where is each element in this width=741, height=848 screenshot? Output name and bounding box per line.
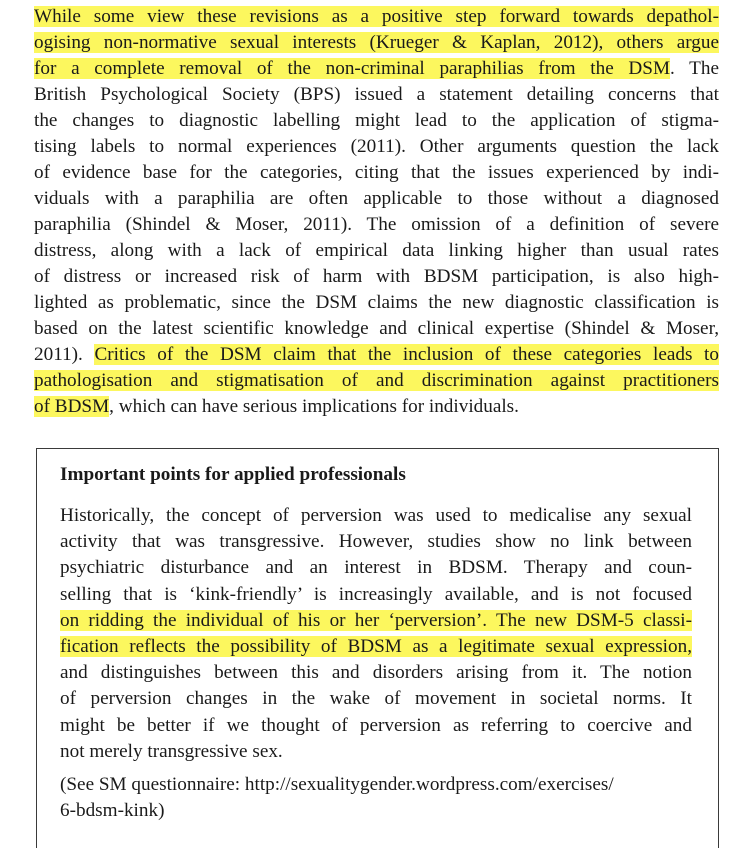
- box-title: Important points for applied professionals: [60, 464, 406, 485]
- text-segment: , which can have serious implications for individuals.: [109, 396, 519, 417]
- text-line: [34, 134, 719, 160]
- text-segment: of evidence base for the categories, citing that the issues experienced by indi-: [34, 162, 719, 183]
- highlighted-text: While some view these revisions as a positive step forward towards depathol-: [34, 6, 719, 27]
- text-segment: of distress or increased risk of harm with BDSM participation, is also high-: [34, 266, 719, 287]
- text-line: [60, 686, 692, 712]
- highlighted-text: pathologisation and stigmatisation of and discrimination against practitioners: [34, 370, 719, 391]
- highlighted-text: of BDSM: [34, 396, 110, 417]
- text-segment: 2011).: [34, 344, 95, 365]
- text-line: [34, 30, 719, 56]
- text-line: [34, 394, 719, 420]
- text-line: [60, 555, 692, 581]
- highlighted-text: on ridding the individual of his or her ‘perversion’. The new DSM-5 classi-: [60, 609, 692, 631]
- text-line: [60, 634, 692, 660]
- text-line: [34, 108, 719, 134]
- text-line: [60, 582, 692, 608]
- highlighted-text: for a complete removal of the non-criminal paraphilias from the DSM: [34, 58, 671, 79]
- text-line: [34, 368, 719, 394]
- text-segment: tising labels to normal experiences (2011). Other arguments question the lack: [34, 136, 719, 157]
- text-line: [60, 503, 692, 529]
- reference-line: (See SM questionnaire: http://sexualitygender.wordpress.com/exercises/: [60, 774, 614, 795]
- text-line: [34, 186, 719, 212]
- text-segment: selling that is ‘kink-friendly’ is increasingly available, and is not focused: [60, 583, 692, 605]
- text-line: [60, 739, 692, 765]
- text-segment: British Psychological Society (BPS) issued a statement detailing concerns that: [34, 84, 719, 105]
- text-segment: and distinguishes between this and disorders arising from it. The notion: [60, 662, 692, 684]
- text-segment: the changes to diagnostic labelling might lead to the application of stigma-: [34, 110, 719, 131]
- text-line: [34, 238, 719, 264]
- text-line: [34, 212, 719, 238]
- text-line: [60, 713, 692, 739]
- text-segment: of perversion changes in the wake of movement in societal norms. It: [60, 688, 692, 710]
- text-line: [34, 264, 719, 290]
- text-segment: distress, along with a lack of empirical data linking higher than usual rates: [34, 240, 719, 261]
- text-segment: . The: [670, 58, 720, 79]
- text-segment: lighted as problematic, since the DSM claims the new diagnostic classification is: [34, 292, 719, 313]
- text-line: [34, 4, 719, 30]
- text-segment: might be better if we thought of perversion as referring to coercive and: [60, 714, 692, 736]
- highlighted-text: ogising non-normative sexual interests (Krueger & Kaplan, 2012), others argue: [34, 32, 719, 53]
- text-line: [34, 290, 719, 316]
- text-segment: paraphilia (Shindel & Moser, 2011). The omission of a definition of severe: [34, 214, 719, 235]
- text-line: [60, 608, 692, 634]
- text-line: [60, 529, 692, 555]
- text-line: [60, 660, 692, 686]
- text-segment: not merely transgressive sex.: [60, 740, 283, 762]
- text-line: [34, 316, 719, 342]
- highlighted-text: fication reflects the possibility of BDSM as a legitimate sexual expression,: [60, 636, 692, 657]
- text-line: [34, 82, 719, 108]
- text-line: [34, 160, 719, 186]
- reference-line: 6-bdsm-kink): [60, 800, 165, 821]
- text-segment: psychiatric disturbance and an interest in BDSM. Therapy and coun-: [60, 557, 692, 579]
- text-segment: based on the latest scientific knowledge and clinical expertise (Shindel & Moser,: [34, 318, 719, 339]
- text-segment: Historically, the concept of perversion was used to medicalise any sexual: [60, 505, 692, 526]
- highlighted-text: Critics of the DSM claim that the inclusion of these categories leads to: [94, 344, 719, 365]
- text-line: [34, 342, 719, 368]
- text-line: [34, 56, 719, 82]
- text-segment: activity that was transgressive. However, studies show no link between: [60, 531, 692, 553]
- text-segment: viduals with a paraphilia are often applicable to those without a diagnosed: [34, 188, 719, 209]
